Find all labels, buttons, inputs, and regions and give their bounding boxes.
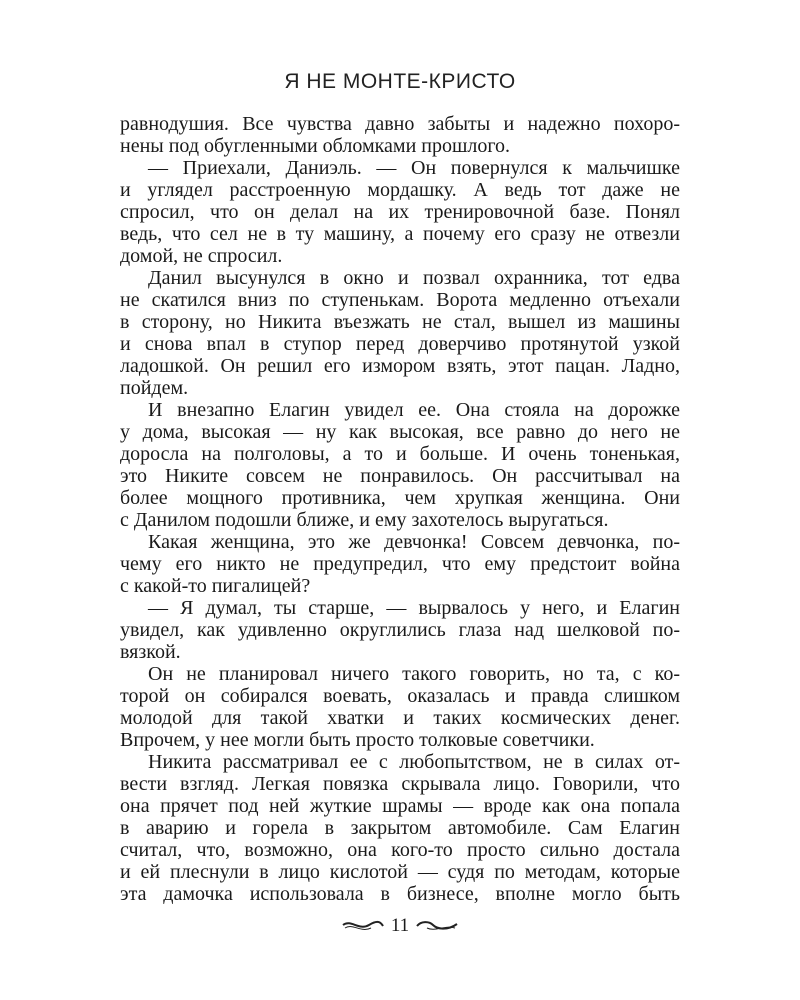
text-line: вязкой.	[120, 641, 181, 663]
text-line: и снова впал в ступор перед доверчиво протянутой узкой	[120, 333, 680, 355]
text-line: в аварию и горела в закрытом автомобиле. Сам Елагин	[120, 817, 680, 839]
text-line: пойдем.	[120, 377, 189, 399]
text-line: молодой для такой хватки и таких космических денег.	[120, 707, 680, 729]
right-swash-ornament-icon	[415, 919, 459, 933]
text-line: она прячет под ней жуткие шрамы — вроде как она попала	[120, 795, 680, 817]
text-line: в сторону, но Никита въезжать не стал, вышел из машины	[120, 311, 680, 333]
text-line: Данил высунулся в окно и позвал охранника, тот едва	[148, 267, 680, 289]
text-line: с какой-то пигалицей?	[120, 575, 311, 597]
text-line: это Никите совсем не понравилось. Он рассчитывал на	[120, 465, 680, 487]
text-line: — Приехали, Даниэль. — Он повернулся к мальчишке	[148, 157, 680, 179]
text-line: вести взгляд. Легкая повязка скрывала лицо. Говорили, что	[120, 773, 680, 795]
text-line: и углядел расстроенную мордашку. А ведь тот даже не	[120, 179, 680, 201]
text-line: спросил, что он делал на их тренировочной базе. Понял	[120, 201, 680, 223]
text-line: — Я думал, ты старше, — вырвалось у него, и Елагин	[148, 597, 680, 619]
text-line: считал, что, возможно, она кого-то просто сильно достала	[120, 839, 680, 861]
text-line: не скатился вниз по ступенькам. Ворота медленно отъехали	[120, 289, 680, 311]
text-line: доросла на полголовы, а то и больше. И очень тоненькая,	[120, 443, 680, 465]
text-line: Какая женщина, это же девчонка! Совсем девчонка, по-	[148, 531, 680, 553]
text-line: равнодушия. Все чувства давно забыты и надежно похоро-	[120, 113, 680, 135]
left-swash-ornament-icon	[341, 919, 385, 933]
text-line: чему его никто не предупредил, что ему предстоит война	[120, 553, 680, 575]
text-line: И внезапно Елагин увидел ее. Она стояла на дорожке	[148, 399, 680, 421]
text-line: Никита рассматривал ее с любопытством, не в силах от-	[148, 751, 680, 773]
text-line: более мощного противника, чем хрупкая женщина. Они	[120, 487, 680, 509]
running-header: Я НЕ МОНТЕ-КРИСТО	[284, 70, 516, 93]
page-number: 11	[390, 915, 410, 936]
text-line: ведь, что сел не в ту машину, а почему его сразу не отвезли	[120, 223, 680, 245]
text-line: у дома, высокая — ну как высокая, все равно до него не	[120, 421, 680, 443]
text-line: с Данилом подошли ближе, и ему захотелось выругаться.	[120, 509, 609, 531]
page-footer	[0, 915, 800, 937]
text-line: и ей плеснули в лицо кислотой — судя по методам, которые	[120, 861, 680, 883]
text-line: увидел, как удивленно округлились глаза над шелковой по-	[120, 619, 680, 641]
text-line: домой, не спросил.	[120, 245, 283, 267]
text-line: эта дамочка использовала в бизнесе, вполне могло быть	[120, 883, 680, 905]
text-line: торой он собирался воевать, оказалась и правда слишком	[120, 685, 680, 707]
text-line: нены под обугленными обломками прошлого.	[120, 135, 511, 157]
text-line: Он не планировал ничего такого говорить, но та, с ко-	[148, 663, 680, 685]
text-line: Впрочем, у нее могли быть просто толковые советчики.	[120, 729, 595, 751]
body-text	[120, 113, 680, 905]
text-line: ладошкой. Он решил его измором взять, этот пацан. Ладно,	[120, 355, 680, 377]
